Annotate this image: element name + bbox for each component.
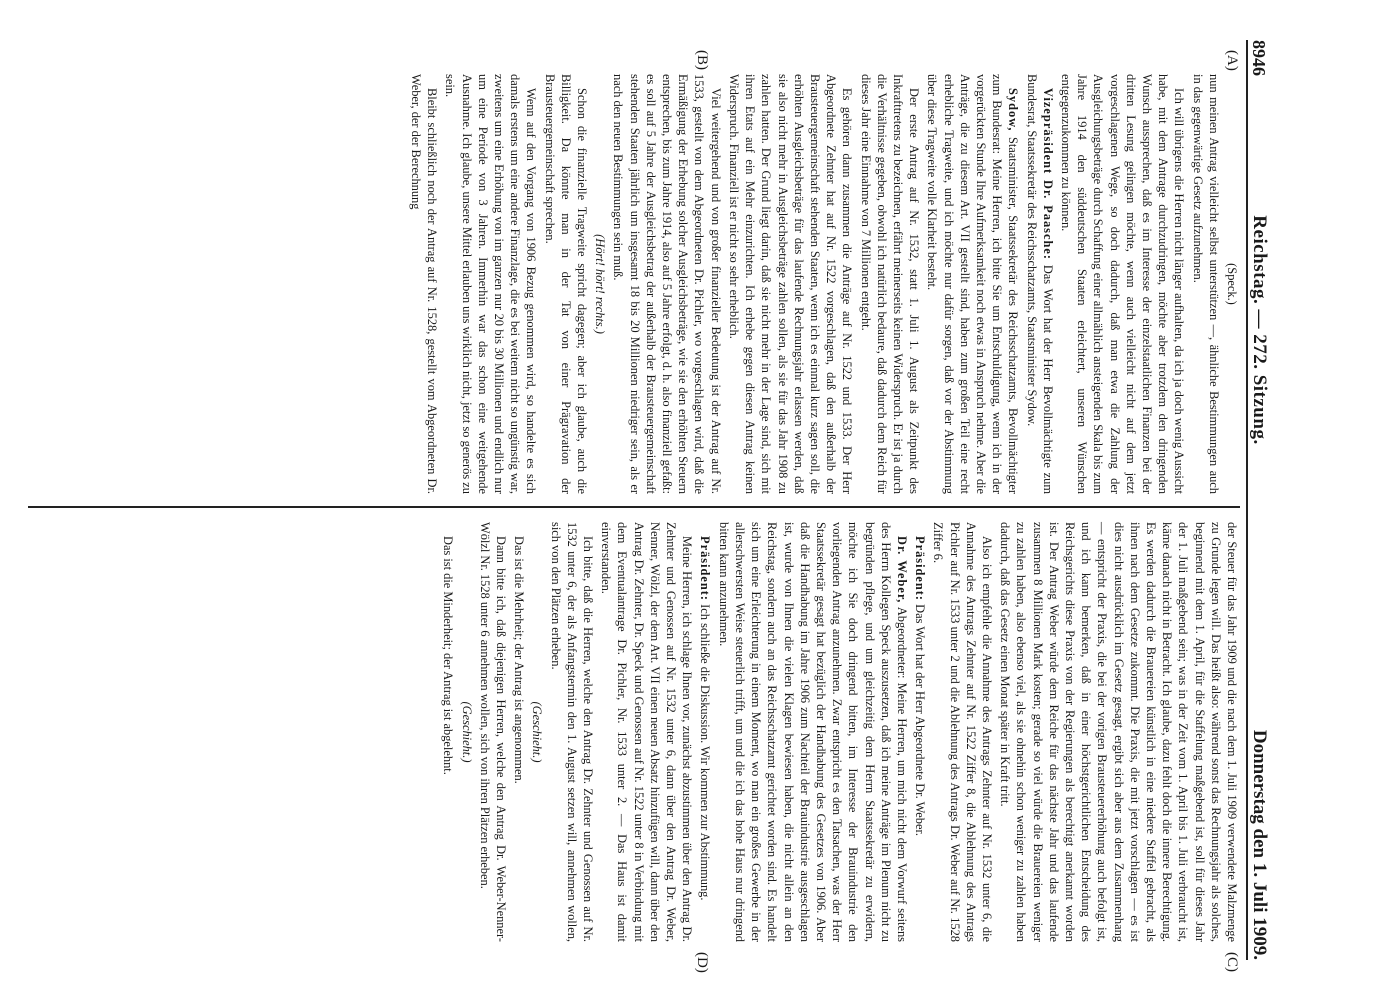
paragraph [697,522,713,942]
column-divider [28,506,1240,508]
margin-marker-a: (A) [1224,50,1240,71]
session-title: Reichstag. — 272. Sitzung. [1249,215,1270,445]
paragraph [716,522,910,942]
paragraph: Viel weitergehend und von großer finanzieller Bedeutung ist der Antrag auf Nr. 1533, gestellt von dem Abgeordneten Dr. Pichler, wo vorgeschlagen wird, daß die Ermäßigung der Erhebung solcher Ausgleichsbeträge, wie sie den erhöhten Steuern entsprechen, bis zum Jahre 1914, also auf 5 Jahre erfolgt, d. h. also finanziell gefaßt: es soll auf 5 Jahre der Ausgleichsbetrag der außerhalb der Brausteuergemeinschaft stehenden Staaten jährlich um insgesamt 18 bis 20 Millionen niedriger sein, als er nach den neuen Bestimmungen sein muß. [611,74,723,494]
paragraph: Dann bitte ich, daß diejenigen Herren, welche den Antrag Dr. Weber-Nenner-Wölzl Nr. 1528 unter 6 annehmen wollen, sich von ihren Plätzen erheben. [477,522,509,942]
paragraph: Wenn auf den Vorgang von 1906 Bezug genommen wird, so handelte es sich damals erstens um eine andere Finanzlage, die es bei weitem nicht so ungünstig war, zweitens um eine Erhöhung von im ganzen nur 20 bis 30 Millionen und endlich nur um eine Periode von 3 Jahren. Immerhin war das schon eine weitgehende Ausnahme. Ich glaube, unsere Mittel erlauben uns wirklich nicht, jetzt so generös zu sein. [443,74,539,494]
paragraph-text: Abgeordneter: Meine Herren, um mich nicht dem Vorwurf seitens des Herrn Kollegen Speck auszusetzen, daß ich meine Anträge im Plenum nicht zu begründen pflege, und um gleichzeitig dem Herrn Staatssekretär zu erwidern, möchte ich Sie doch dringend bitten, im Interesse der Brauindustrie den vorliegenden Antrag anzunehmen. Zwar entspricht es den Tatsachen, was der Herr Staatssekretär gesagt hat bezüglich der Handhabung des Gesetzes von 1906. Aber daß die Handhabung im Jahre 1906 zum Nachteil der Brauindustrie ausgeschlagen ist, wurde von Ihnen die vielen Klagen bewiesen haben, die nicht allein an den Reichstag, sondern auch an das Reichsschatzamt gerichtet worden sind. Es handelt sich um eine Erleichterung in einem Moment, wo man ein großes Gewerbe in der allerschwersten Weise steuerlich trifft, um und die ich das hohe Haus nur dringend bitten kann anzunehmen. [716,522,909,942]
paragraph: Ich will übrigens die Herren nicht länger aufhalten, da ich ja doch wenig Aussicht habe, mit dem Antrage durchzudringen, möchte aber trotzdem den dringenden Wunsch aussprechen, daß es im Interesse der einzelstaatlichen Finanzen bei der dritten Lesung gelingen möchte, wenn auch vielleicht nicht auf dem jetzt vorgeschlagenen Wege, so doch dadurch, daß man etwa die Zahlung der Ausgleichungsbeträge durch Schaffung einer allmählich ansteigenden Skala bis zum Jahre 1914 den süddeutschen Staaten erleichtert, unseren Wünschen entgegenzukommen zu können. [1058,74,1187,494]
left-column [28,74,1240,494]
paragraph-text: Ich schließe die Diskussion. Wir kommen zur Abstimmung. [698,604,713,901]
paragraph: der Steuer für das Jahr 1909 und die nach dem 1. Juli 1909 verwendete Malzmenge zu Grunde legen will. Das heißt also: während sonst das Rechnungsjahr als solches, beginnend mit dem 1. April, für die Staffelung maßgebend ist, soll für dieses Jahr der 1. Juli maßgebend sein; was in der Zeit vom 1. April bis 1. Juli verbraucht ist, käme danach nicht in Betracht. Ich glaube, dazu fehlt doch die innere Berechtigung. Es werden dadurch die Brauereien künstlich in eine niedere Staffel gebracht, als ihnen nach dem Gesetze zukommt. Die Praxis, die mit jetzt vorschlagen — es ist dies nicht ausdrücklich im Gesetz gesagt, ergibt sich aber aus dem Zusammenhang — entspricht der Praxis, die bei der vorigen Brausteuererhöhung auch befolgt ist, und ich kann bemerken, daß in einer höchstgerichtlichen Entscheidung des Reichsgerichts diese Praxis von der Regierungen als berechtigt anerkannt worden ist. Der Antrag Weber würde dem Reiche für das nächste Jahr und das laufende zusammen 8 Millionen Mark kosten; gerade so viel würde die Brauereien weniger zu zahlen haben, also ebenso viel, als sie ohnehin schon weniger zu zahlen haben dadurch, daß das Gesetz einen Monat später in Kraft tritt. [998,522,1239,942]
paragraph [924,74,1021,494]
speaker-name: Präsident: [913,536,928,602]
speaker-name: Sydow, [1006,88,1021,132]
paragraph: Bleibt schließlich noch der Antrag auf Nr. 1528, gestellt vom Abgeordneten Dr. Weber, der der Berechnung [409,74,440,494]
interjection: (Geschieht.) [530,701,545,763]
margin-marker-b: (B) [694,50,710,70]
paragraph: nun meinen Antrag vielleicht selbst unterstützen —, ähnliche Bestimmungen auch in das gegenwärtige Gesetz aufzunehmen. [1190,74,1221,494]
paragraph-text: Das Wort hat der Herr Bevollmächtigte zum Bundesrat, Staatssekretär des Reichsschatzamts, Staatsminister Sydow. [1024,74,1055,495]
paragraph: Es gehören dann zusammen die Anträge auf Nr. 1522 und 1533. Der Herr Abgeordnete Zehnter hat auf Nr. 1522 vorgeschlagen, daß den außerhalb der Brausteuergemeinschaft stehenden Staaten, wenn ich es einmal kurz sagen soll, die erhöhten Ausgleichsbeträge für das laufende Rechnungsjahr erlassen werden, daß sie also nicht mehr in Ausgleichsbeträge zahlen sollen, als sie für das Jahr 1908 zu zahlen hatten. Der Grund liegt darin, daß sie nicht mehr in der Lage sind, sich mit ihren Etats auf ein Mehr einzurichten. Ich erhebe gegen diesen Antrag keinen Widerspruch. Finanziell ist er nicht so sehr erheblich. [726,74,855,494]
paragraph: Das ist die Minderheit; der Antrag ist abgelehnt. [441,536,456,775]
paragraph-text: Das Wort hat der Herr Abgeordnete Dr. Weber. [913,604,928,837]
speaker-name: Präsident: [698,536,713,602]
interjection: (Geschieht.) [459,701,474,763]
speaker-name: Vizepräsident Dr. Paasche: [1040,88,1055,260]
speaker-note: (Speck.) [1225,263,1239,305]
paragraph: Also ich empfehle die Annahme des Antrags Zehnter auf Nr. 1532 unter 6, die Annahme des Antrags Zehnter auf Nr. 1522 Ziffer 8, die Ablehnung des Antrags Pichler auf Nr. 1533 unter 2 und die Ablehnung des Antrags Dr. Weber auf Nr. 1528 Ziffer 6. [931,522,994,942]
margin-marker-c: (C) [1224,952,1240,972]
interjection: (Hört! hört! rechts.) [593,234,608,334]
page-header [1246,40,1278,960]
paragraph: Meine Herren, ich schlage Ihnen vor, zunächst abzustimmen über den Antrag Dr. Zehnter und Genossen auf Nr. 1532 unter 6, dann über den Antrag Dr. Weber, Nenner, Wölzl, der dem Art. VII einen neuen Absatz hinzufügen will, dann über den Antrag Dr. Zehnter, Dr. Speck und Genossen auf Nr. 1522 unter 8 in Verbindung mit dem Eventualantrage Dr. Pichler, Nr. 1533 unter 2. — Das Haus ist damit einverstanden. [599,522,695,942]
paragraph: Ich bitte, daß die Herren, welche den Antrag Dr. Zehnter und Genossen auf Nr. 1532 unter 6, der als Anfangstermin den 1. August setzen will, annehmen wollen, sich von den Plätzen erheben. [548,522,596,942]
right-column [28,522,1240,942]
speaker-name: Dr. Weber, [894,536,909,604]
paragraph [912,522,928,942]
paragraph [1023,74,1055,494]
paragraph: Schon die finanzielle Tragweite spricht dagegen; aber ich glaube, auch die Billigkeit. Da könnte man in der Tat von einer Prägravation der Brausteuergemeinschaft sprechen. [542,74,590,494]
paragraph: Der erste Antrag auf Nr. 1532, statt 1. Juli 1. August als Zeitpunkt des Inkrafttretens zu bezeichnen, erfährt meinerseits keinen Widerspruch. Er ist ja durch die Verhältnisse gegeben, obwohl ich natürlich bedaure, daß dadurch dem Reich für dieses Jahr eine Einnahme von 7 Millionen entgeht. [858,74,922,494]
page-number: 8946 [1249,40,1269,76]
margin-marker-d: (D) [694,952,710,973]
session-date: Donnerstag den 1. Juli 1909. [1249,729,1270,960]
paragraph: Das ist die Mehrheit; der Antrag ist angenommen. [512,536,527,784]
paragraph-text: Staatsminister, Staatssekretär des Reichsschatzamts, Bevollmächtigter zum Bundesrat: Meine Herren, ich bitte Sie um Entschuldigung, wenn ich in der vorgerückten Stunde Ihre Aufmerksamkeit noch etwas in Anspruch nehme. Aber die Anträge, die zu diesem Art. VII gestellt sind, haben zum großen Teil eine recht erhebliche Tragweite, und ich möchte nur dafür sorgen, daß vor der Abstimmung über diese Tragweite volle Klarheit besteht. [925,74,1021,494]
